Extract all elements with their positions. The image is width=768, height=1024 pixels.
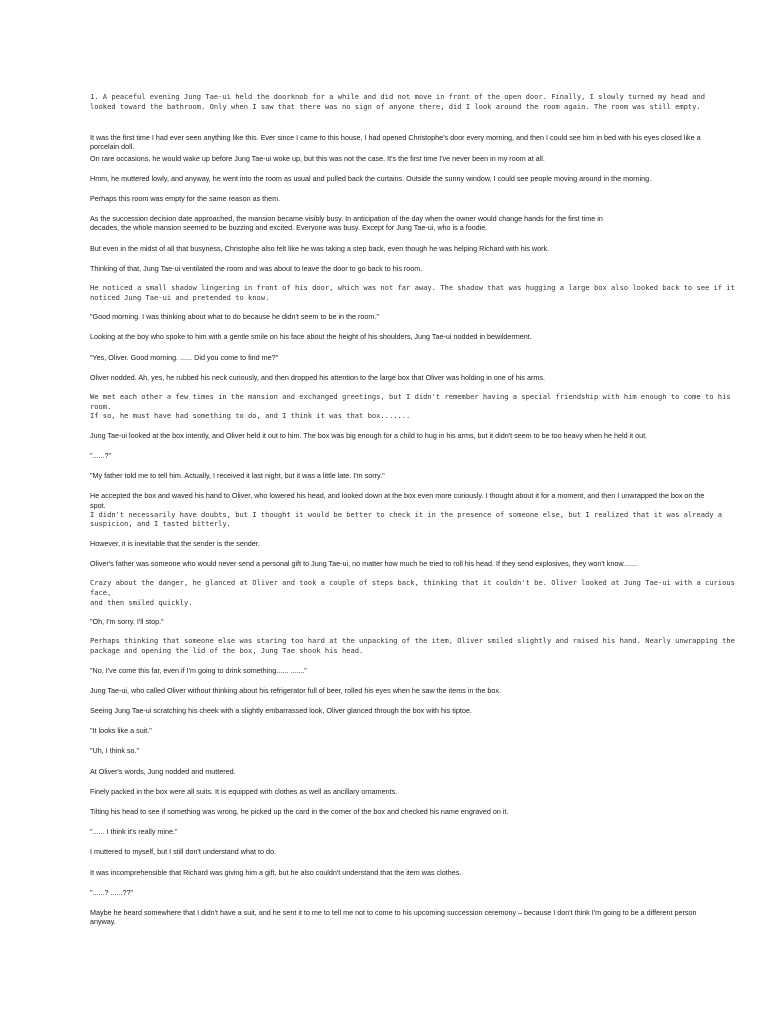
paragraph: However, it is inevitable that the sender is the sender.: [90, 539, 260, 548]
paragraph: "Oh, I'm sorry. I'll stop.": [90, 617, 164, 627]
paragraph: As the succession decision date approached, the mansion became visibly busy. In anticipation of the day when the owner would change hands for the first time in decades, the whole mansion seemed to be buzzing and excited. Everyone was busy. Except for Jung Tae-ui, who is a foodie.: [90, 214, 603, 233]
paragraph: On rare occasions, he would wake up before Jung Tae-ui woke up, but this was not the case. It's the first time I've never been in my room at all.: [90, 153, 545, 163]
paragraph: He noticed a small shadow lingering in front of his door, which was not far away. The shadow that was hugging a large box also looked back to see if it noticed Jung Tae-ui and pretended to know.: [90, 283, 735, 302]
paragraph: Oliver's father was someone who would never send a personal gift to Jung Tae-ui, no matter how much he tried to roll his head. If they send explosives, they won't know.......: [90, 559, 638, 569]
paragraph: Seeing Jung Tae-ui scratching his cheek with a slightly embarrassed look, Oliver glanced through the box with his tiptoe.: [90, 705, 472, 715]
paragraph: Finely packed in the box were all suits. It is equipped with clothes as well as ancillary ornaments.: [90, 786, 398, 796]
paragraph: "No, I've come this far, even if I'm going to drink something...... .......": [90, 665, 307, 675]
paragraph: 1. A peaceful evening Jung Tae-ui held the doorknob for a while and did not move in front of the open door. Finally, I slowly turned my head and looked toward the bathroom. Only when I saw that there was no sign of anyone there, did I look around the room again. The room was still empty.: [90, 92, 705, 111]
paragraph: "Uh, I think so.": [90, 746, 140, 756]
paragraph: Jung Tae-ui looked at the box intently, and Oliver held it out to him. The box was big enough for a child to hug in his arms, but it didn't seem to be too heavy when he held it out.: [90, 430, 648, 440]
paragraph: "......? ......??": [90, 887, 134, 897]
paragraph: He accepted the box and waved his hand to Oliver, who lowered his head, and looked down at the box even more curiously. I thought about it for a moment, and then I unwrapped the box on the spot.: [90, 491, 705, 510]
paragraph: I didn't necessarily have doubts, but I thought it would be better to check it in the presence of someone else, but I realized that it was already a suspicion, and I tasted bitterly.: [90, 509, 723, 529]
paragraph: I muttered to myself, but I still don't understand what to do.: [90, 847, 276, 857]
paragraph: "......?": [90, 451, 112, 460]
paragraph: "My father told me to tell him. Actually, I received it last night, but it was a little late. I'm sorry.": [90, 471, 385, 481]
paragraph: Crazy about the danger, he glanced at Oliver and took a couple of steps back, thinking that it couldn't be. Oliver looked at Jung Tae-ui with a curious face, and then smiled quickly.: [90, 578, 735, 607]
document-page: [90, 92, 750, 926]
paragraph: We met each other a few times in the mansion and exchanged greetings, but I didn't remember having a special friendship with him enough to come to his room. If so, he must have had something to do, and I think it was that box.......: [90, 392, 731, 421]
paragraph: Looking at the boy who spoke to him with a gentle smile on his face about the height of his shoulders, Jung Tae-ui nodded in bewilderment.: [90, 332, 532, 342]
paragraph: Perhaps thinking that someone else was staring too hard at the unpacking of the item, Oliver smiled slightly and raised his hand. Nearly unwrapping the package and opening the lid of the box, Jung Tae shook his head.: [90, 636, 735, 655]
paragraph: "It looks like a suit.": [90, 726, 152, 736]
paragraph: Tilting his head to see if something was wrong, he picked up the card in the corner of the box and checked his name engraved on it.: [90, 807, 509, 816]
paragraph: "Yes, Oliver. Good morning. ...... Did you come to find me?": [90, 352, 279, 362]
paragraph: Hmm, he muttered lowly, and anyway, he went into the room as usual and pulled back the curtains. Outside the sunny window, I could see people moving around in the morning.: [90, 173, 652, 183]
paragraph: Oliver nodded. Ah, yes, he rubbed his neck curiously, and then dropped his attention to the large box that Oliver was holding in one of his arms.: [90, 372, 545, 382]
paragraph: Maybe he heard somewhere that I didn't have a suit, and he sent it to me to tell me not to come to his upcoming succession ceremony – because I don't think I'm going to be a different person anyway.: [90, 908, 697, 927]
paragraph: "Good morning. I was thinking about what to do because he didn't seem to be in the room.": [90, 312, 379, 322]
paragraph: Jung Tae-ui, who called Oliver without thinking about his refrigerator full of beer, rolled his eyes when he saw the items in the box.: [90, 685, 501, 695]
paragraph: Thinking of that, Jung Tae-ui ventilated the room and was about to leave the door to go back to his room.: [90, 263, 423, 273]
paragraph: It was the first time I had ever seen anything like this. Ever since I came to this house, I had opened Christophe's door every morning, and then I could see him in bed with his eyes closed like a porcelain doll.: [90, 133, 701, 152]
paragraph: Perhaps this room was empty for the same reason as them.: [90, 194, 281, 203]
paragraph: "...... I think it's really mine.": [90, 827, 178, 837]
paragraph: It was incomprehensible that Richard was giving him a gift, but he also couldn't understand that the item was clothes.: [90, 867, 462, 877]
paragraph: At Oliver's words, Jung nodded and muttered.: [90, 766, 236, 776]
paragraph: But even in the midst of all that busyness, Christophe also felt like he was taking a step back, even though he was helping Richard with his work.: [90, 243, 550, 253]
